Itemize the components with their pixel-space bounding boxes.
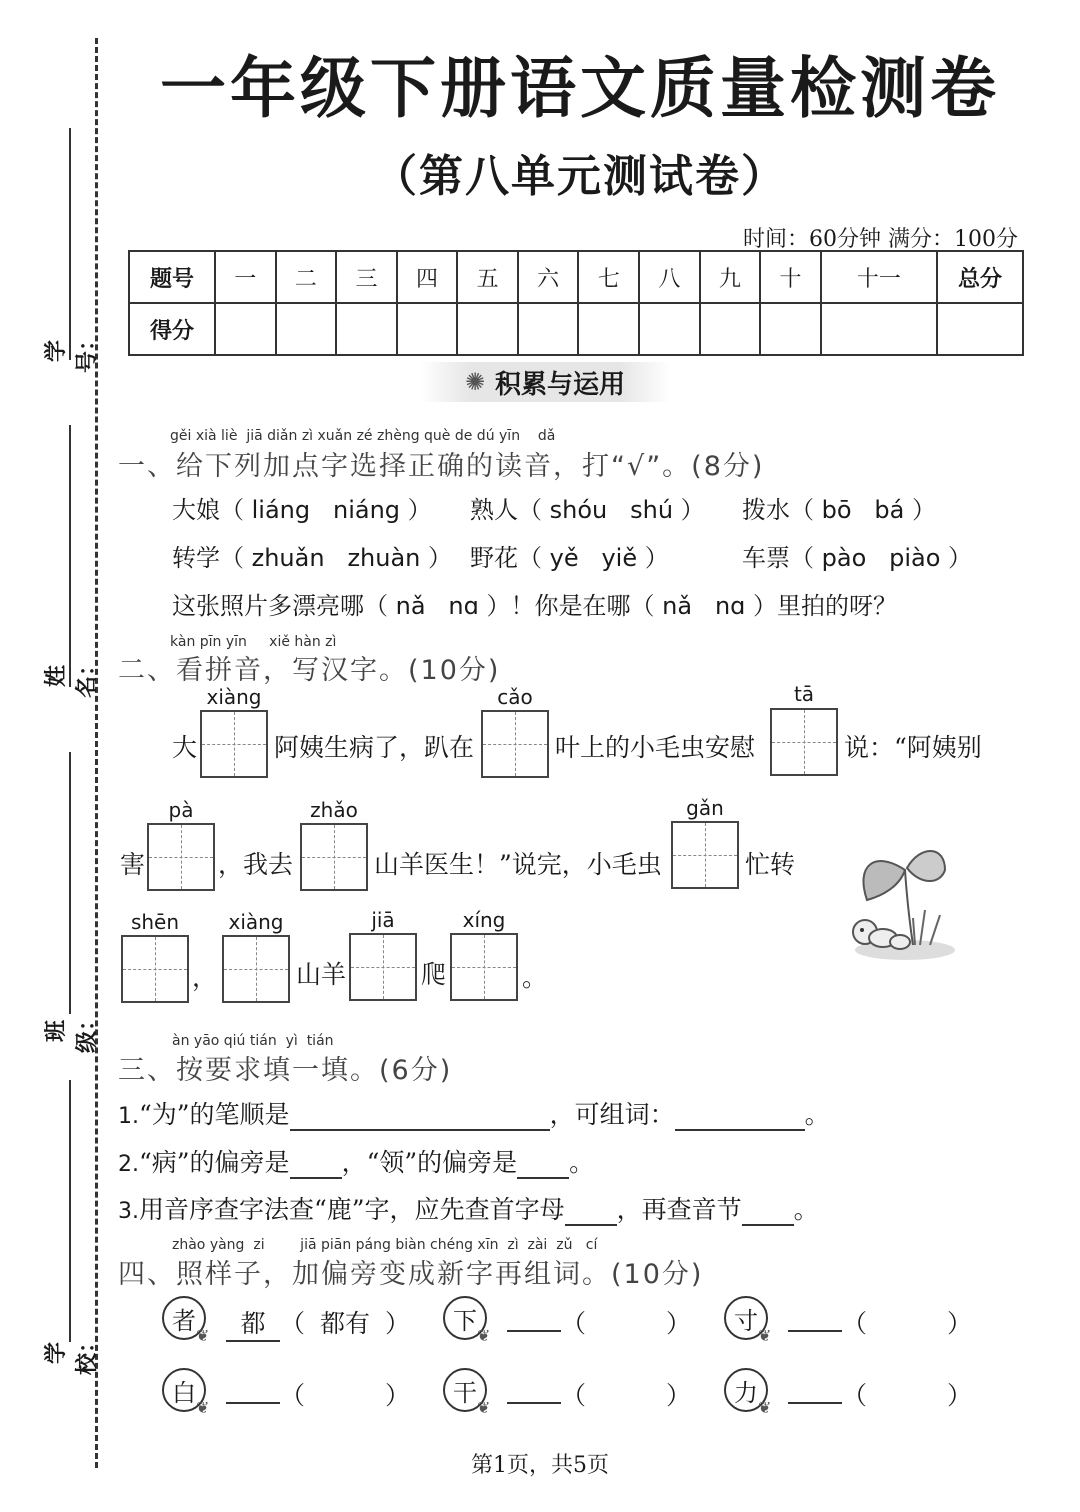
- q4-heading: 四、照样子，加偏旁变成新字再组词。(10分): [118, 1259, 704, 1290]
- writing-box[interactable]: [300, 823, 368, 891]
- paren-open: （: [280, 1381, 306, 1410]
- writing-box[interactable]: [450, 933, 518, 1001]
- q3-text: 。: [804, 1100, 830, 1129]
- q2-pinyin-label: shēn: [130, 910, 180, 934]
- q1-item: [742, 538, 972, 573]
- answer-blank[interactable]: [565, 1202, 617, 1226]
- paren-open: （: [561, 1309, 587, 1338]
- writing-box[interactable]: [222, 935, 290, 1003]
- paren-open: （: [561, 1381, 587, 1410]
- leaf-icon: ❦: [758, 1398, 772, 1417]
- q4-answer[interactable]: [507, 1376, 691, 1412]
- q1-word: 熟人: [470, 496, 518, 524]
- q4-answer[interactable]: [788, 1304, 972, 1340]
- caterpillar-leaf-illustration: [845, 840, 960, 965]
- score-cell[interactable]: [215, 303, 276, 355]
- class-rule: [69, 752, 71, 1014]
- new-word[interactable]: 都有: [320, 1309, 371, 1338]
- school-rule: [69, 1080, 71, 1342]
- writing-box[interactable]: [147, 823, 215, 891]
- table-cell: 得分: [129, 303, 215, 355]
- q2-text: 害: [120, 850, 146, 879]
- q2-text: 爬: [421, 960, 447, 989]
- q1-item: [470, 538, 669, 573]
- table-cell: 一: [215, 251, 276, 303]
- paren-close: ）: [385, 1381, 411, 1410]
- q4-answer[interactable]: [226, 1304, 410, 1342]
- new-char[interactable]: [507, 1376, 561, 1404]
- new-char[interactable]: 都: [226, 1304, 280, 1342]
- writing-box[interactable]: [200, 710, 268, 778]
- table-cell: 十: [760, 251, 821, 303]
- score-cell[interactable]: [457, 303, 518, 355]
- page-footer: 第1页，共5页: [471, 1453, 609, 1478]
- q3-pinyin: àn yāo qiú tián yì tián: [172, 1033, 334, 1049]
- score-cell[interactable]: [397, 303, 458, 355]
- q2-text: ，我去: [218, 850, 294, 879]
- q1-word: 转学: [172, 544, 220, 572]
- q2-text: ，: [192, 963, 218, 992]
- exam-meta: 时间：60分钟 满分：100分: [743, 227, 1018, 252]
- writing-box[interactable]: [671, 821, 739, 889]
- q1-sentence-b: ！你是在哪: [510, 592, 631, 620]
- new-char[interactable]: [788, 1304, 842, 1332]
- page-subtitle: （第八单元测试卷）: [373, 151, 787, 202]
- paren-close: ）: [666, 1381, 692, 1410]
- q3-text: ，再查音节: [616, 1195, 742, 1224]
- q2-text: 阿姨生病了，趴在: [274, 733, 475, 762]
- table-cell: 七: [578, 251, 639, 303]
- score-cell[interactable]: [276, 303, 337, 355]
- q2-pinyin-label: xiàng: [206, 685, 262, 709]
- table-cell: 九: [700, 251, 761, 303]
- base-char-circle: 白: [162, 1368, 206, 1412]
- score-cell[interactable]: [700, 303, 761, 355]
- paren-open: （: [280, 1309, 306, 1338]
- answer-blank[interactable]: [742, 1202, 794, 1226]
- q2-pinyin-label: zhǎo: [310, 798, 358, 822]
- answer-blank[interactable]: [675, 1107, 805, 1131]
- paren-open: （: [842, 1309, 868, 1338]
- paren-close: ）: [947, 1309, 973, 1338]
- table-cell: 总分: [937, 251, 1023, 303]
- q3-number: 2.: [118, 1152, 139, 1177]
- paren-open: （: [842, 1381, 868, 1410]
- q3-text: ，可组词：: [549, 1100, 675, 1129]
- writing-box[interactable]: [770, 708, 838, 776]
- new-char[interactable]: [226, 1376, 280, 1404]
- table-cell: 八: [639, 251, 700, 303]
- q2-text: 山羊: [296, 960, 347, 989]
- score-cell[interactable]: [578, 303, 639, 355]
- base-char-circle: 者: [162, 1296, 206, 1340]
- sun-icon: ✺: [464, 368, 486, 396]
- binding-dashed-line: [95, 38, 98, 1468]
- paren-close: ）: [666, 1309, 692, 1338]
- q3-item: [118, 1095, 830, 1131]
- paren-close: ）: [385, 1309, 411, 1338]
- new-char[interactable]: [507, 1304, 561, 1332]
- score-table-header-row: [129, 251, 1023, 303]
- q2-text: 。: [522, 963, 548, 992]
- q3-text: “为”的笔顺是: [139, 1100, 290, 1129]
- q2-text: 大: [172, 733, 198, 762]
- school-label: 学校：: [44, 1331, 100, 1376]
- score-table-score-row: [129, 303, 1023, 355]
- score-cell[interactable]: [760, 303, 821, 355]
- q3-number: 1.: [118, 1104, 139, 1129]
- leaf-icon: ❦: [758, 1326, 772, 1345]
- leaf-icon: ❦: [196, 1398, 210, 1417]
- q1-sentence-a: 这张照片多漂亮哪: [172, 592, 364, 620]
- q4-answer[interactable]: [226, 1376, 410, 1412]
- base-char-circle: 下: [443, 1296, 487, 1340]
- q2-pinyin-label: xíng: [462, 908, 506, 932]
- q3-text: 。: [793, 1195, 819, 1224]
- q1-options[interactable]: （ nǎ nɑ ）: [630, 592, 778, 620]
- q3-text: 用音序查字法查“鹿”字，应先查首字母: [139, 1195, 565, 1224]
- answer-blank[interactable]: [290, 1107, 550, 1131]
- page-title: 一年级下册语文质量检测卷: [160, 50, 1000, 127]
- q1-options[interactable]: （ zhuǎn zhuàn ）: [220, 544, 453, 572]
- q2-pinyin-label: xiàng: [228, 910, 284, 934]
- table-cell: 四: [397, 251, 458, 303]
- q3-text: “病”的偏旁是: [139, 1148, 290, 1177]
- writing-box[interactable]: [481, 710, 549, 778]
- q2-pinyin-label: tā: [793, 682, 815, 706]
- q2-pinyin-label: pà: [168, 798, 194, 822]
- q1-options[interactable]: （ shóu shú ）: [518, 496, 705, 524]
- q2-text: 叶上的小毛虫安慰: [555, 733, 756, 762]
- q1-word: 大娘: [172, 496, 220, 524]
- section-banner: [420, 362, 670, 402]
- q2-text: 说：“阿姨别: [844, 733, 982, 762]
- q3-item: [118, 1190, 819, 1226]
- paren-close: ）: [947, 1381, 973, 1410]
- base-char-circle: 力: [724, 1368, 768, 1412]
- q1-options[interactable]: （ bō bá ）: [790, 496, 937, 524]
- q2-text: 山羊医生！”说完，小毛虫: [374, 850, 662, 879]
- q3-text: ，“领”的偏旁是: [341, 1148, 518, 1177]
- q1-item: [172, 538, 452, 573]
- q1-item: [172, 490, 432, 525]
- score-cell[interactable]: [937, 303, 1023, 355]
- score-cell[interactable]: [821, 303, 937, 355]
- leaf-icon: ❦: [477, 1326, 491, 1345]
- new-char[interactable]: [788, 1376, 842, 1404]
- q1-options[interactable]: （ liáng niáng ）: [220, 496, 432, 524]
- writing-box[interactable]: [349, 933, 417, 1001]
- q3-heading: 三、按要求填一填。(6分): [118, 1055, 453, 1086]
- q1-options[interactable]: （ yě yiě ）: [518, 544, 669, 572]
- q1-sentence: [172, 586, 897, 621]
- table-cell: 十一: [821, 251, 937, 303]
- class-label: 班级：: [44, 1009, 100, 1054]
- table-cell: 二: [276, 251, 337, 303]
- q1-word: 拨水: [742, 496, 790, 524]
- q2-text: 忙转: [745, 850, 796, 879]
- table-cell: 题号: [129, 251, 215, 303]
- q2-pinyin-label: jiā: [371, 908, 395, 932]
- q3-item: [118, 1143, 594, 1179]
- base-char-circle: 干: [443, 1368, 487, 1412]
- q1-pinyin: gěi xià liè jiā diǎn zì xuǎn zé zhèng què de dú yīn dǎ: [170, 428, 556, 444]
- q4-answer[interactable]: [507, 1304, 691, 1340]
- q1-options[interactable]: （ nǎ nɑ ）: [364, 592, 511, 620]
- q3-number: 3.: [118, 1199, 139, 1224]
- name-label: 姓名：: [44, 654, 100, 699]
- score-cell[interactable]: [336, 303, 397, 355]
- q1-word: 车票: [742, 544, 790, 572]
- q3-text: 。: [569, 1148, 595, 1177]
- table-cell: 五: [457, 251, 518, 303]
- section-title: 积累与运用: [495, 369, 626, 400]
- q1-item: [742, 490, 936, 525]
- q1-item: [470, 490, 705, 525]
- q2-pinyin: kàn pīn yīn xiě hàn zì: [170, 634, 337, 650]
- q2-heading: 二、看拼音，写汉字。(10分): [118, 655, 501, 686]
- q2-pinyin-label: gǎn: [686, 796, 724, 820]
- answer-blank[interactable]: [290, 1155, 342, 1179]
- leaf-icon: ❦: [196, 1326, 210, 1345]
- q2-pinyin-label: cǎo: [497, 685, 533, 709]
- table-cell: 三: [336, 251, 397, 303]
- student-id-label: 学号：: [44, 329, 100, 374]
- q1-options[interactable]: （ pào piào ）: [790, 544, 973, 572]
- q1-word: 野花: [470, 544, 518, 572]
- q4-pinyin: zhào yàng zi jiā piān páng biàn chéng xīn zì zài zǔ cí: [172, 1237, 598, 1253]
- score-cell[interactable]: [639, 303, 700, 355]
- q4-answer[interactable]: [788, 1376, 972, 1412]
- writing-box[interactable]: [121, 935, 189, 1003]
- q1-sentence-c: 里拍的呀？: [777, 592, 898, 620]
- answer-blank[interactable]: [517, 1155, 569, 1179]
- score-table: [128, 250, 1024, 356]
- score-cell[interactable]: [518, 303, 579, 355]
- table-cell: 六: [518, 251, 579, 303]
- q1-heading: 一、给下列加点字选择正确的读音，打“√”。(8分): [118, 451, 765, 482]
- leaf-icon: ❦: [477, 1398, 491, 1417]
- base-char-circle: 寸: [724, 1296, 768, 1340]
